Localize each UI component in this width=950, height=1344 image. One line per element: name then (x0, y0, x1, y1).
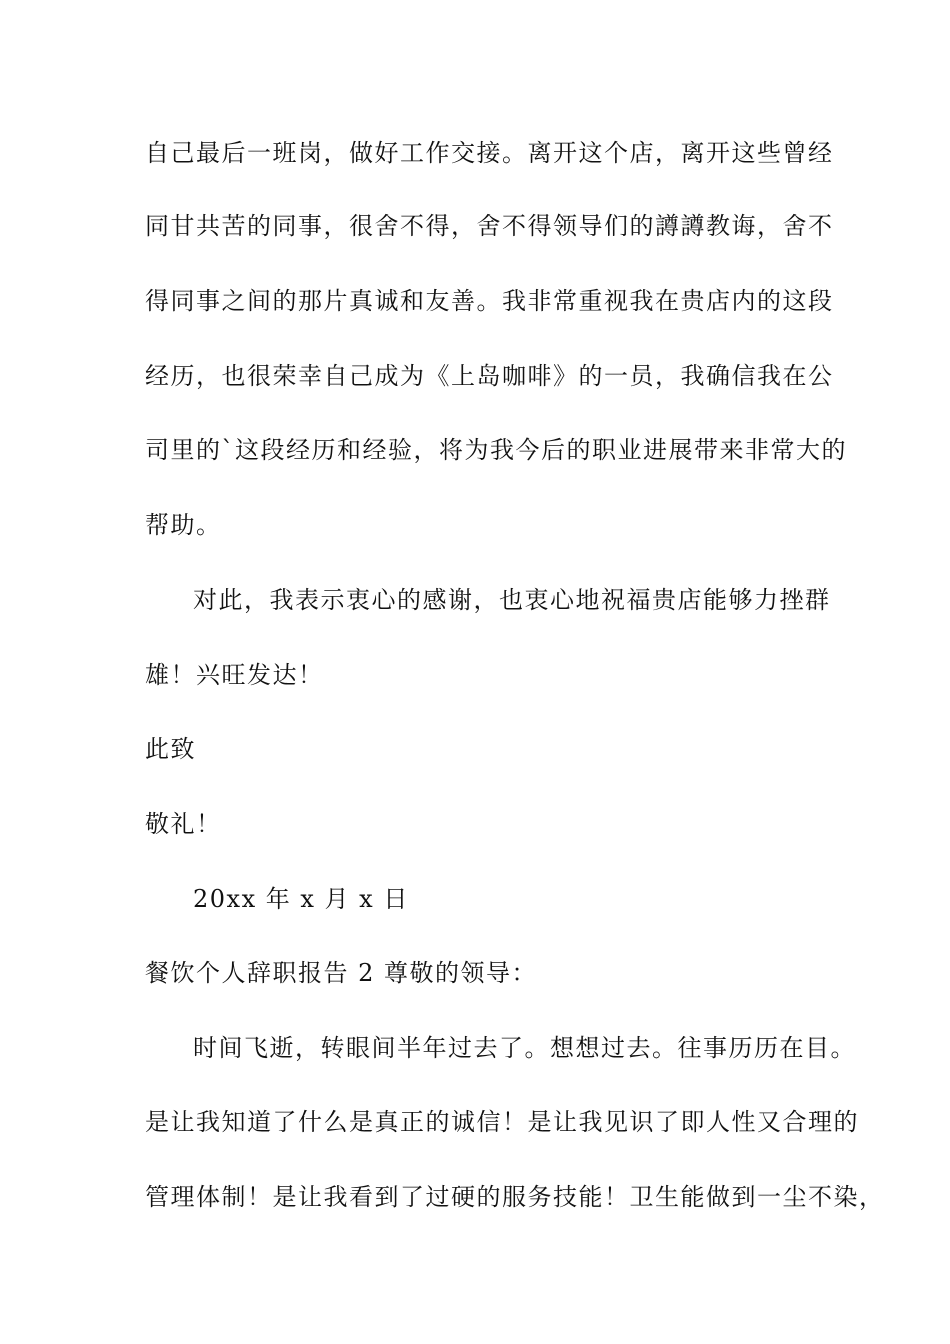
paragraph-first-line: 对此，我表示衷心的感谢，也衷心地祝福贵店能够力挫群 (193, 586, 831, 614)
paragraph-first-line: 时间飞逝，转眼间半年过去了。想想过去。往事历历在目。 (193, 1034, 856, 1062)
body-text-line: 司里的`这段经历和经验，将为我今后的职业进展带来非常大的 (145, 436, 847, 464)
body-text-line: 雄！兴旺发达！ (145, 661, 324, 689)
body-text-line: 帮助。 (145, 511, 222, 539)
body-text-line: 自己最后一班岗，做好工作交接。离开这个店，离开这些曾经 (145, 139, 834, 167)
body-text-line: 是让我知道了什么是真正的诚信！是让我见识了即人性又合理的 (145, 1108, 859, 1136)
closing-regards: 敬礼！ (145, 810, 222, 838)
section-heading: 餐饮个人辞职报告 2 尊敬的领导： (145, 959, 538, 987)
body-text-line: 经历，也很荣幸自己成为《上岛咖啡》的一员，我确信我在公 (145, 362, 834, 390)
body-text-line: 得同事之间的那片真诚和友善。我非常重视我在贵店内的这段 (145, 287, 834, 315)
closing-salutation: 此致 (145, 735, 196, 763)
date-line: 20xx 年 x 月 x 日 (193, 885, 409, 913)
body-text-line: 管理体制！是让我看到了过硬的服务技能！卫生能做到一尘不染， (145, 1183, 885, 1211)
body-text-line: 同甘共苦的同事，很舍不得，舍不得领导们的譐譐教诲，舍不 (145, 212, 834, 240)
